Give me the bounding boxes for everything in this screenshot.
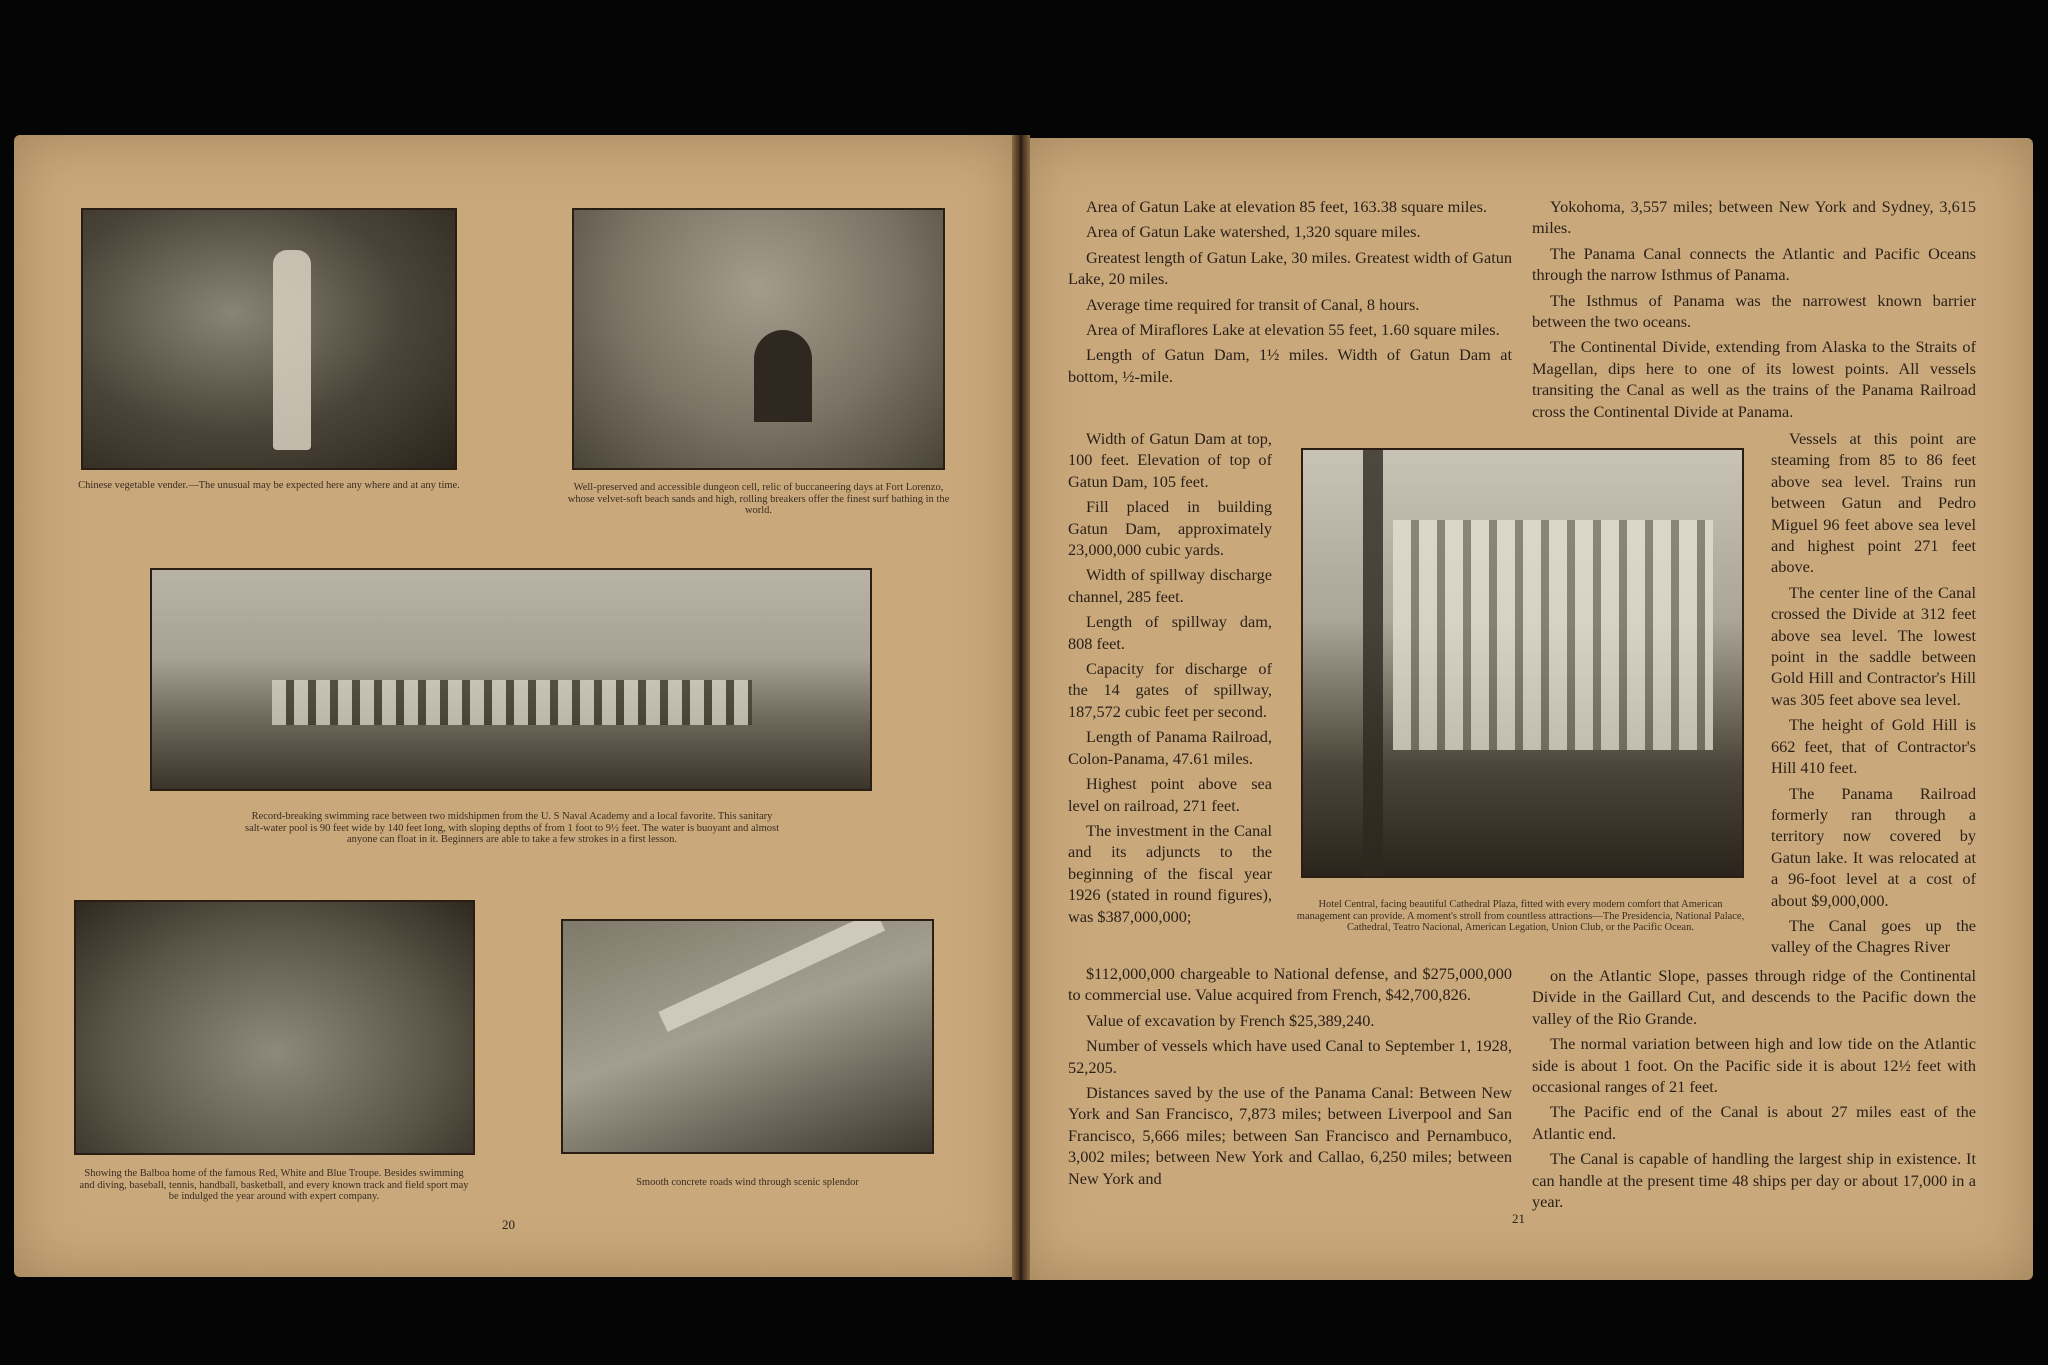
caption-concrete-road: Smooth concrete roads wind through scenic splendor bbox=[636, 1177, 859, 1188]
photo-balboa-pool bbox=[74, 900, 475, 1155]
paragraph: The investment in the Canal and its adjuncts to the beginning of the fiscal year 1926 (stated in round figures), was $387,000,000; bbox=[1068, 820, 1272, 926]
book-spine bbox=[1012, 135, 1030, 1280]
photo-dungeon-cell bbox=[572, 208, 945, 470]
photo-chinese-vendor bbox=[81, 208, 457, 470]
paragraph: on the Atlantic Slope, passes through ridge of the Continental Divide in the Gaillard Cut, and descends to the Pacific down the valley of the Rio Grande. bbox=[1532, 966, 1976, 1028]
paragraph: The center line of the Canal crossed the Divide at 312 feet above sea level. The lowest point in the saddle between Gold Hill and Contractor's Hill was 305 feet above sea level. bbox=[1771, 582, 1976, 709]
page-number-right: 21 bbox=[1512, 1211, 1525, 1226]
paragraph: Fill placed in building Gatun Dam, approximately 23,000,000 cubic yards. bbox=[1068, 497, 1272, 560]
paragraph: Length of Panama Railroad, Colon-Panama, 47.61 miles. bbox=[1068, 727, 1272, 768]
paragraph: Highest point above sea level on railroad, 271 feet. bbox=[1068, 774, 1272, 815]
text-column-right-top bbox=[1532, 196, 1976, 422]
caption-dungeon-cell: Well-preserved and accessible dungeon cell, relic of buccaneering days at Fort Lorenzo, whose velvet-soft beach sands and high, rolling breakers offer the finest surf bathing in the world. bbox=[567, 482, 950, 516]
photo-hotel-central bbox=[1301, 448, 1744, 878]
paragraph: Width of spillway discharge channel, 285 feet. bbox=[1068, 565, 1272, 606]
text-column-right-narrow bbox=[1771, 428, 1976, 958]
paragraph: The Panama Railroad formerly ran through a territory now covered by Gatun lake. It was relocated at a 96-foot level at a cost of about $9,000,000. bbox=[1771, 783, 1976, 910]
paragraph: The Panama Canal connects the Atlantic and Pacific Oceans through the narrow Isthmus of Panama. bbox=[1532, 243, 1976, 285]
paragraph: Distances saved by the use of the Panama Canal: Between New York and San Francisco, 7,873 miles; between Liverpool and San Francisco, 5,666 miles; between San Francisco and Pernambuco, 3,002 miles; between New York and Callao, 6,250 miles; between New York and bbox=[1068, 1083, 1512, 1188]
paragraph: Average time required for transit of Canal, 8 hours. bbox=[1086, 294, 1420, 314]
paragraph: The normal variation between high and low tide on the Atlantic side is about 1 foot. On the Pacific side it is about 12½ feet with occasional ranges of 21 feet. bbox=[1532, 1034, 1976, 1097]
paragraph: Length of spillway dam, 808 feet. bbox=[1068, 612, 1272, 653]
paragraph: Width of Gatun Dam at top, 100 feet. Elevation of top of Gatun Dam, 105 feet. bbox=[1068, 429, 1272, 491]
paragraph: Area of Gatun Lake watershed, 1,320 square miles. bbox=[1086, 222, 1421, 242]
paragraph: Length of Gatun Dam, 1½ miles. Width of Gatun Dam at bottom, ½-mile. bbox=[1068, 345, 1512, 386]
text-column-left-narrow bbox=[1068, 428, 1272, 927]
paragraph: $112,000,000 chargeable to National defense, and $275,000,000 to commercial use. Value acquired from French, $42,700,826. bbox=[1068, 964, 1512, 1005]
page-number-left: 20 bbox=[502, 1217, 515, 1232]
text-column-right-bottom bbox=[1532, 965, 1976, 1212]
caption-hotel-central: Hotel Central, facing beautiful Cathedral Plaza, fitted with every modern comfort that American management can provide. A moment's stroll from countless attractions—The Presidencia, National Palace, Cathedral, Teatro Nacional, American Legation, Union Club, or the Pacific Ocean. bbox=[1296, 899, 1745, 933]
photo-swimming-race bbox=[150, 568, 872, 791]
caption-swimming-race: Record-breaking swimming race between two midshipmen from the U. S Naval Academy and a local favorite. This sanitary salt-water pool is 90 feet wide by 140 feet long, with sloping depths of from 1 foot to 9½ feet. The water is buoyant and almost anyone can float in it. Beginners are able to take a few strokes in a first lesson. bbox=[244, 811, 780, 845]
text-column-left-top bbox=[1068, 196, 1512, 387]
paragraph: Area of Miraflores Lake at elevation 55 feet, 1.60 square miles. bbox=[1086, 320, 1500, 340]
paragraph: Capacity for discharge of the 14 gates of spillway, 187,572 cubic feet per second. bbox=[1068, 659, 1272, 721]
caption-balboa-pool: Showing the Balboa home of the famous Red, White and Blue Troupe. Besides swimming and diving, baseball, tennis, handball, basketball, and every known track and field sport may be indulged the year around with expert company. bbox=[79, 1168, 469, 1202]
paragraph: Yokohoma, 3,557 miles; between New York and Sydney, 3,615 miles. bbox=[1532, 197, 1976, 238]
paragraph: The Canal is capable of handling the largest ship in existence. It can handle at the present time 48 ships per day or about 17,000 in a year. bbox=[1532, 1149, 1976, 1212]
paragraph: Area of Gatun Lake at elevation 85 feet, 163.38 square miles. bbox=[1086, 197, 1488, 216]
paragraph: The Canal goes up the valley of the Chagres River bbox=[1771, 915, 1976, 957]
paragraph: The Pacific end of the Canal is about 27 miles east of the Atlantic end. bbox=[1532, 1102, 1976, 1143]
paragraph: Value of excavation by French $25,389,240. bbox=[1086, 1010, 1375, 1030]
caption-chinese-vendor: Chinese vegetable vender.—The unusual may be expected here any where and at any time. bbox=[78, 480, 460, 491]
paragraph: The Isthmus of Panama was the narrowest known barrier between the two oceans. bbox=[1532, 290, 1976, 332]
photo-concrete-road bbox=[561, 919, 934, 1154]
paragraph: Greatest length of Gatun Lake, 30 miles. Greatest width of Gatun Lake, 20 miles. bbox=[1068, 247, 1512, 289]
paragraph: The height of Gold Hill is 662 feet, that of Contractor's Hill 410 feet. bbox=[1771, 715, 1976, 778]
paragraph: The Continental Divide, extending from Alaska to the Straits of Magellan, dips here to one of its lowest points. All vessels transiting the Canal as well as the trains of the Panama Railroad cross the Continental Divide at Panama. bbox=[1532, 337, 1976, 421]
text-column-left-bottom bbox=[1068, 963, 1512, 1189]
paragraph: Vessels at this point are steaming from 85 to 86 feet above sea level. Trains run between Gatun and Pedro Miguel 96 feet above sea level and highest point 271 feet above. bbox=[1771, 429, 1976, 577]
paragraph: Number of vessels which have used Canal to September 1, 1928, 52,205. bbox=[1068, 1036, 1512, 1077]
